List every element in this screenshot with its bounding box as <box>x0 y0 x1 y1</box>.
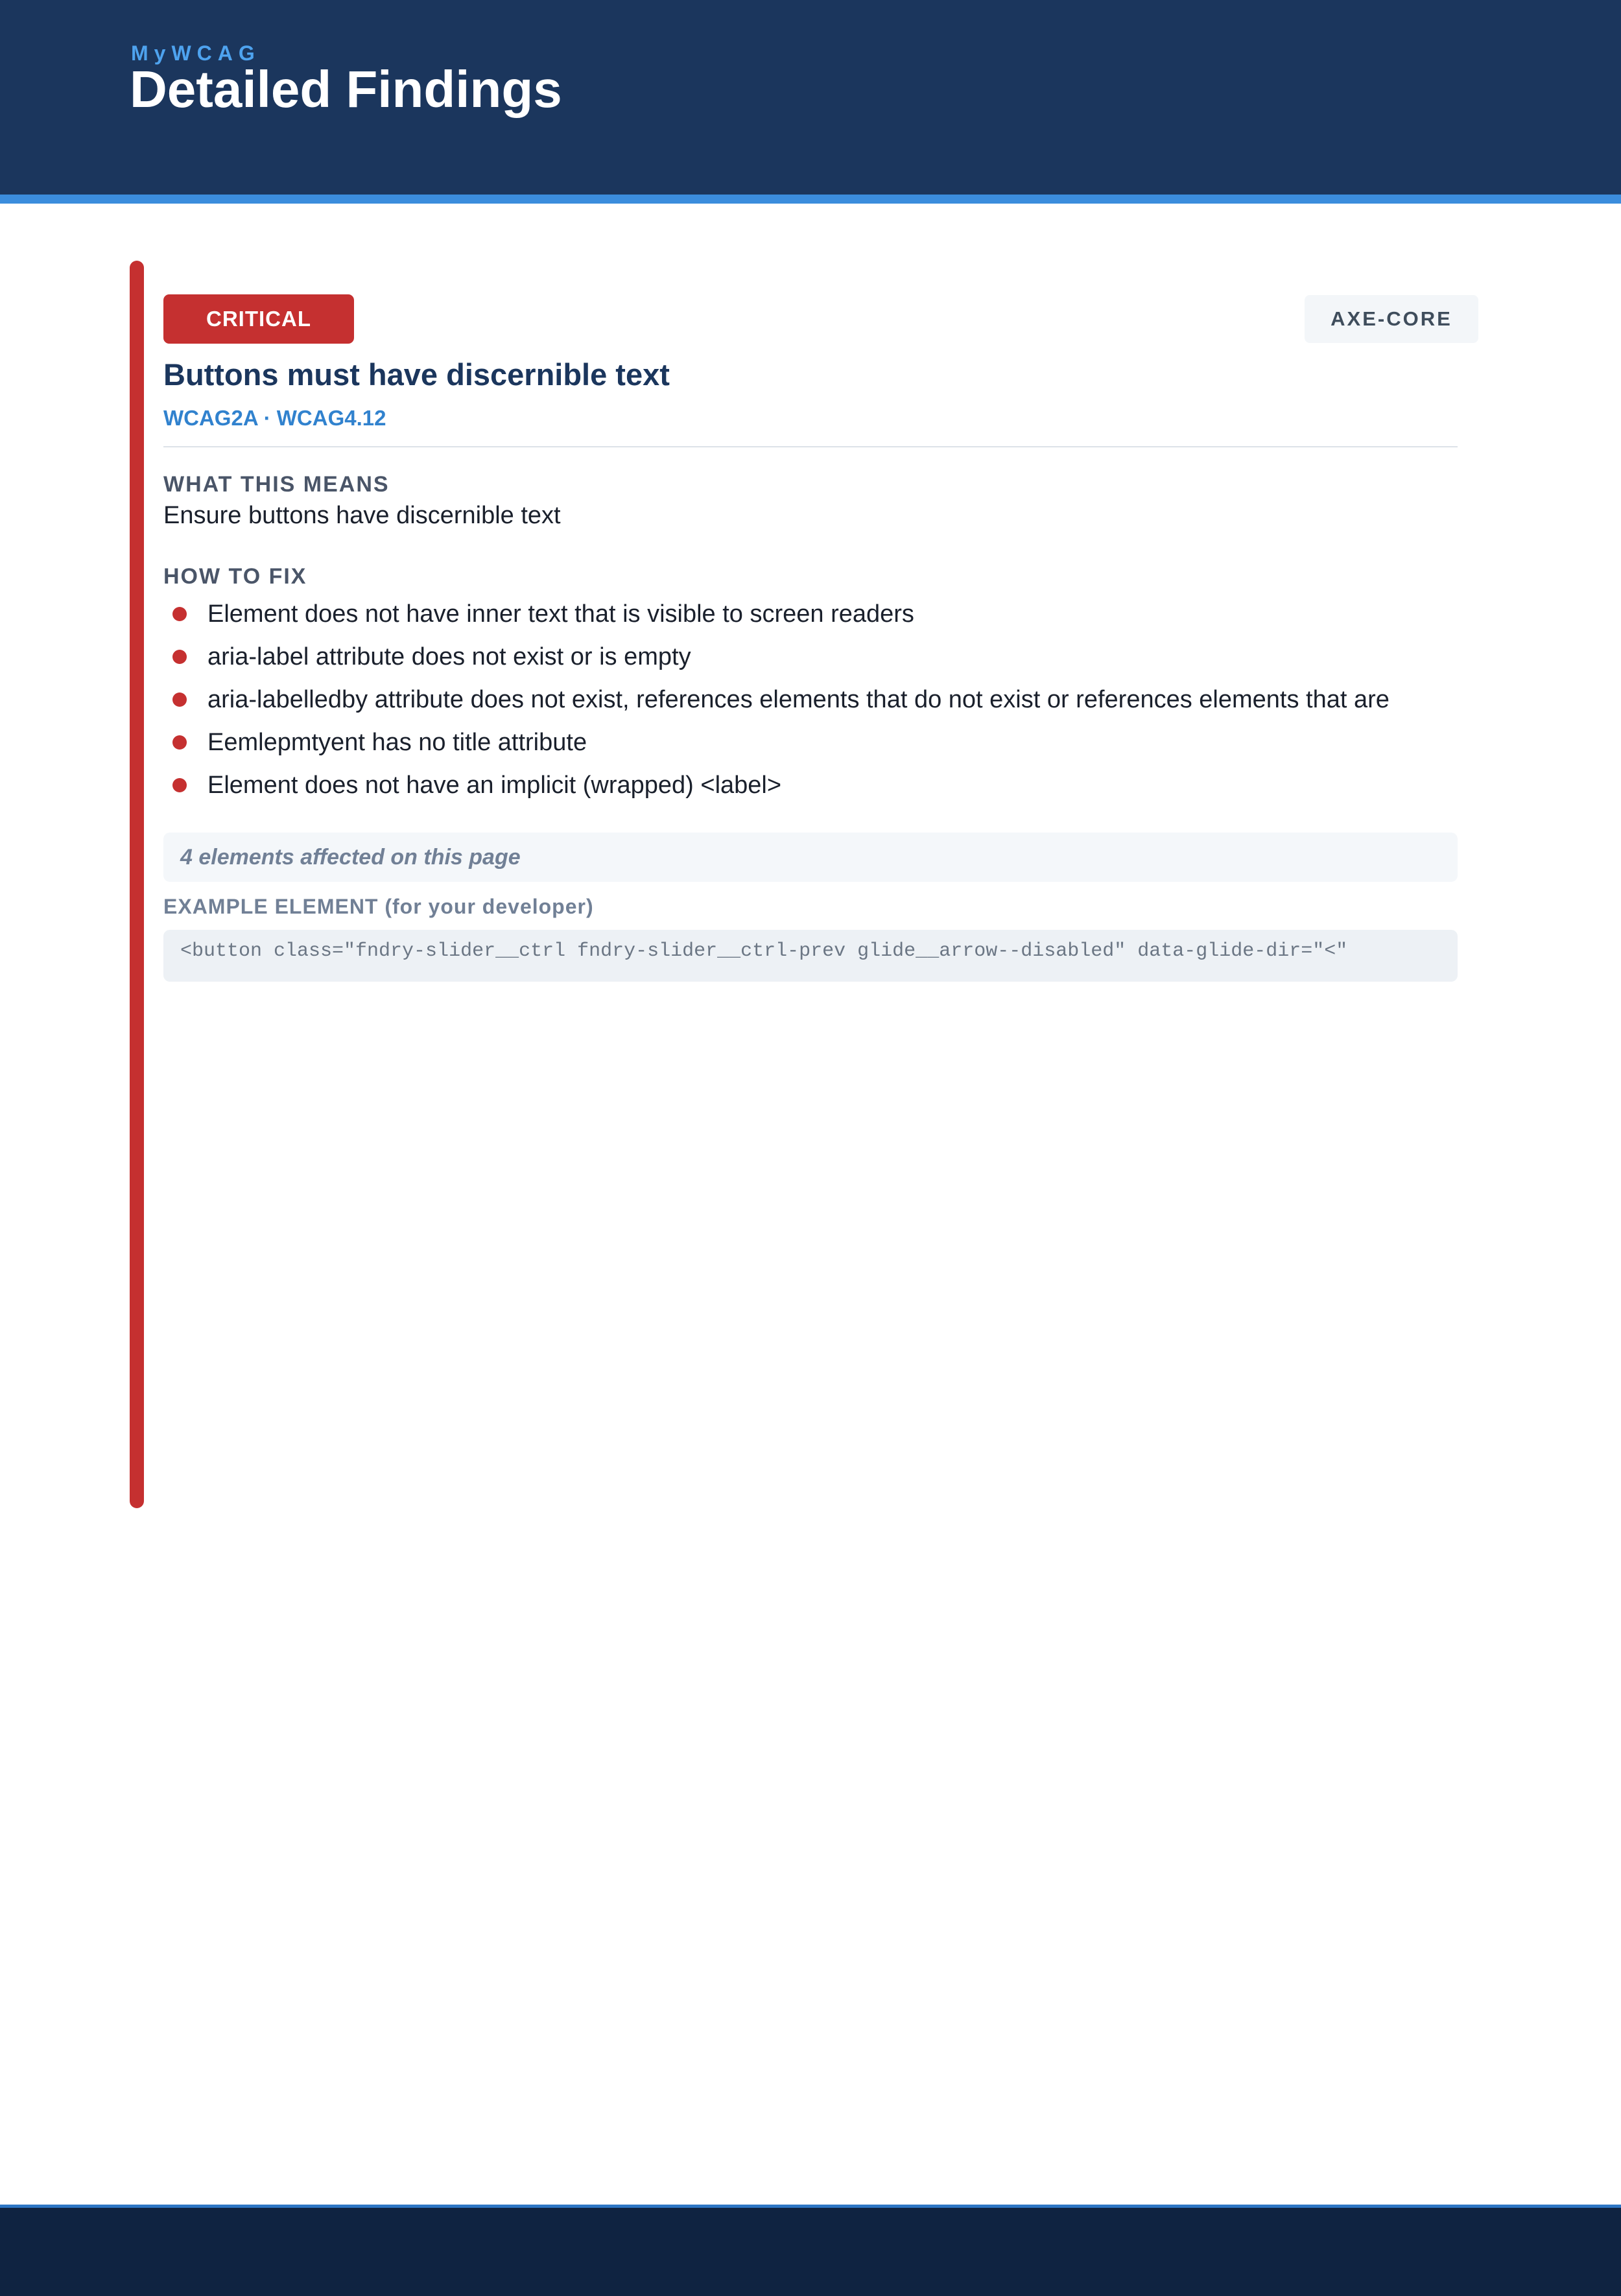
bullet-dot-icon <box>172 607 187 621</box>
brand-name: MyWCAG <box>131 41 261 65</box>
wcag-tags: WCAG2A · WCAG4.12 <box>163 406 386 430</box>
bullet-dot-icon <box>172 650 187 664</box>
example-element-label: EXAMPLE ELEMENT (for your developer) <box>163 895 594 918</box>
source-tag: AXE-CORE <box>1305 295 1478 343</box>
fix-item-text: aria-label attribute does not exist or is empty <box>207 643 691 670</box>
meaning-text: Ensure buttons have discernible text <box>163 502 561 529</box>
fix-list <box>163 598 1460 812</box>
divider <box>163 446 1458 447</box>
bullet-dot-icon <box>172 692 187 707</box>
example-code: <button class="fndry-slider__ctrl fndry-slider__ctrl-prev glide__arrow--disabled" data-glide-dir="<" <box>180 940 1348 962</box>
page-title: Detailed Findings <box>130 60 562 118</box>
fix-item-text: Eemlepmtyent has no title attribute <box>207 729 587 756</box>
how-to-fix-heading: HOW TO FIX <box>163 564 307 589</box>
severity-side-bar <box>130 261 144 1508</box>
list-item <box>163 683 1460 726</box>
bullet-dot-icon <box>172 778 187 792</box>
list-item <box>163 598 1460 641</box>
report-header <box>0 0 1621 204</box>
severity-badge: CRITICAL <box>163 294 354 344</box>
report-footer <box>0 2205 1621 2296</box>
example-code-box <box>163 930 1458 982</box>
bullet-dot-icon <box>172 735 187 750</box>
list-item <box>163 641 1460 683</box>
rule-title: Buttons must have discernible text <box>163 357 670 392</box>
fix-item-text: Element does not have inner text that is visible to screen readers <box>207 600 914 628</box>
list-item <box>163 726 1460 769</box>
list-item <box>163 769 1460 812</box>
what-this-means-heading: WHAT THIS MEANS <box>163 472 390 497</box>
fix-item-text: aria-labelledby attribute does not exist, references elements that do not exist or references elements that are <box>207 686 1390 713</box>
affected-count-text: 4 elements affected on this page <box>180 845 521 870</box>
fix-item-text: Element does not have an implicit (wrapped) <label> <box>207 772 782 799</box>
affected-count-box <box>163 833 1458 882</box>
